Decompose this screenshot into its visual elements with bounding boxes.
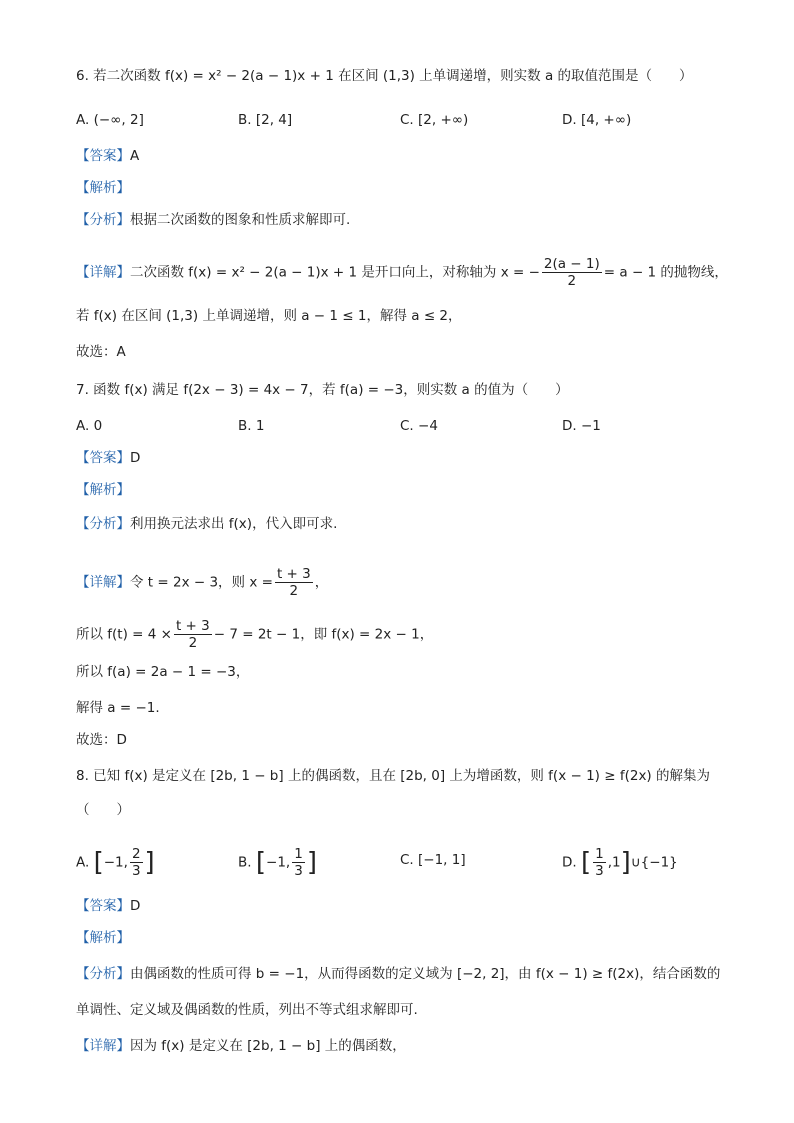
xiangjie-text-post: ， — [314, 574, 329, 591]
line-text: 所以 f(t) = 4 × — [76, 626, 172, 643]
answer-tag: 【答案】 — [76, 148, 130, 164]
bracket-open: [ — [255, 847, 267, 878]
bracket-close: ] — [306, 847, 317, 878]
fraction-denominator: 3 — [294, 863, 303, 879]
q6-answer — [76, 146, 754, 166]
fenxi-text: 利用换元法求出 f(x)，代入即可求. — [130, 516, 338, 532]
xiangjie-text: 二次函数 f(x) = x² − 2(a − 1)x + 1 是开口向上，对称轴为 x = − — [130, 264, 540, 281]
fraction-denominator: 2 — [188, 635, 198, 651]
answer-tag: 【答案】 — [76, 898, 130, 914]
fenxi-text: 由偶函数的性质可得 b = −1，从而得函数的定义域为 [−2, 2]，由 f(x − 1) ≥ f(2x)，结合函数的 — [130, 966, 721, 982]
option-text: −1, — [103, 854, 128, 871]
option-letter: D. — [562, 854, 577, 871]
fraction-numerator: 2 — [131, 846, 141, 862]
answer-value: A — [130, 148, 140, 164]
q6-stem: 6. 若二次函数 f(x) = x² − 2(a − 1)x + 1 在区间 (1,3) 上单调递增，则实数 a 的取值范围是（ ） — [76, 68, 693, 84]
xiangjie-text: 令 t = 2x − 3，则 x = — [130, 574, 273, 591]
option-text: −1, — [266, 854, 291, 871]
q7-stem: 7. 函数 f(x) 满足 f(2x − 3) = 4x − 7，若 f(a) = −3，则实数 a 的值为（ ） — [76, 382, 569, 398]
q6-line3: 故选：A — [76, 344, 126, 360]
fraction-numerator: 2(a − 1) — [543, 256, 600, 272]
fenxi-tag: 【分析】 — [76, 516, 130, 532]
fraction-denominator: 2 — [567, 273, 577, 289]
fraction-numerator: t + 3 — [175, 618, 210, 634]
bracket-close: ] — [144, 847, 155, 878]
q7-jiexi-tag: 【解析】 — [76, 482, 130, 498]
xiangjie-tag: 【详解】 — [76, 1038, 130, 1054]
xiangjie-tag: 【详解】 — [76, 264, 130, 281]
q6-option-a: A. (−∞, 2] — [76, 112, 144, 128]
bracket-open: [ — [580, 847, 592, 878]
q8-stem-line2: （ ） — [76, 802, 130, 818]
fenxi-tag: 【分析】 — [76, 212, 130, 228]
option-text-tail: ∪{−1} — [630, 854, 678, 871]
fraction-numerator: t + 3 — [276, 566, 311, 582]
fenxi-text: 根据二次函数的图象和性质求解即可. — [130, 212, 351, 228]
q6-xiangjie — [76, 256, 754, 289]
q8-fenxi — [76, 964, 754, 984]
bracket-close: ] — [620, 847, 631, 878]
q8-option-d — [562, 846, 678, 879]
fenxi-tag: 【分析】 — [76, 966, 130, 982]
q7-option-d: D. −1 — [562, 418, 601, 434]
fraction — [593, 846, 606, 879]
xiangjie-text-post: = a − 1 的抛物线， — [603, 264, 728, 281]
answer-value: D — [130, 450, 141, 466]
option-letter: A. — [76, 854, 90, 871]
xiangjie-text: 因为 f(x) 是定义在 [2b, 1 − b] 上的偶函数， — [130, 1038, 406, 1054]
q6-option-c: C. [2, +∞) — [400, 112, 469, 128]
fraction-denominator: 2 — [289, 583, 299, 599]
q6-option-d: D. [4, +∞) — [562, 112, 632, 128]
fraction-numerator: 1 — [595, 846, 604, 862]
q7-line5: 故选：D — [76, 732, 127, 748]
q6-option-b: B. [2, 4] — [238, 112, 293, 128]
option-letter: B. — [238, 854, 252, 871]
fraction — [292, 846, 305, 879]
q8-jiexi-tag: 【解析】 — [76, 930, 130, 946]
q8-option-b — [238, 846, 317, 879]
fraction-denominator: 3 — [595, 863, 604, 879]
q7-option-a: A. 0 — [76, 418, 103, 434]
q8-stem: 8. 已知 f(x) 是定义在 [2b, 1 − b] 上的偶函数，且在 [2b, 0] 上为增函数，则 f(x − 1) ≥ f(2x) 的解集为 — [76, 768, 710, 784]
fraction — [542, 256, 602, 289]
q8-fenxi-line2: 单调性、定义域及偶函数的性质，列出不等式组求解即可. — [76, 1002, 418, 1018]
q7-xiangjie — [76, 566, 754, 599]
fraction — [275, 566, 313, 599]
q6-jiexi-tag: 【解析】 — [76, 180, 130, 196]
xiangjie-tag: 【详解】 — [76, 574, 130, 591]
q7-option-c: C. −4 — [400, 418, 438, 434]
q7-line4: 解得 a = −1. — [76, 700, 160, 716]
line-text-post: − 7 = 2t − 1，即 f(x) = 2x − 1， — [213, 626, 434, 643]
bracket-open: [ — [93, 847, 104, 878]
q8-answer — [76, 896, 754, 916]
q7-option-b: B. 1 — [238, 418, 265, 434]
fraction-denominator: 3 — [131, 863, 141, 879]
q8-xiangjie — [76, 1036, 754, 1056]
q7-fenxi — [76, 514, 754, 534]
q7-line2 — [76, 618, 754, 651]
fraction — [174, 618, 212, 651]
fraction — [130, 846, 143, 879]
q7-answer — [76, 448, 754, 468]
q7-line3: 所以 f(a) = 2a − 1 = −3， — [76, 664, 250, 680]
q8-option-a — [76, 846, 155, 879]
option-text: ,1 — [607, 854, 621, 871]
answer-value: D — [130, 898, 141, 914]
q8-option-c: C. [−1, 1] — [400, 852, 466, 868]
fraction-numerator: 1 — [294, 846, 303, 862]
answer-tag: 【答案】 — [76, 450, 130, 466]
q6-line2: 若 f(x) 在区间 (1,3) 上单调递增，则 a − 1 ≤ 1，解得 a ≤ 2， — [76, 308, 462, 324]
q6-fenxi — [76, 210, 754, 230]
